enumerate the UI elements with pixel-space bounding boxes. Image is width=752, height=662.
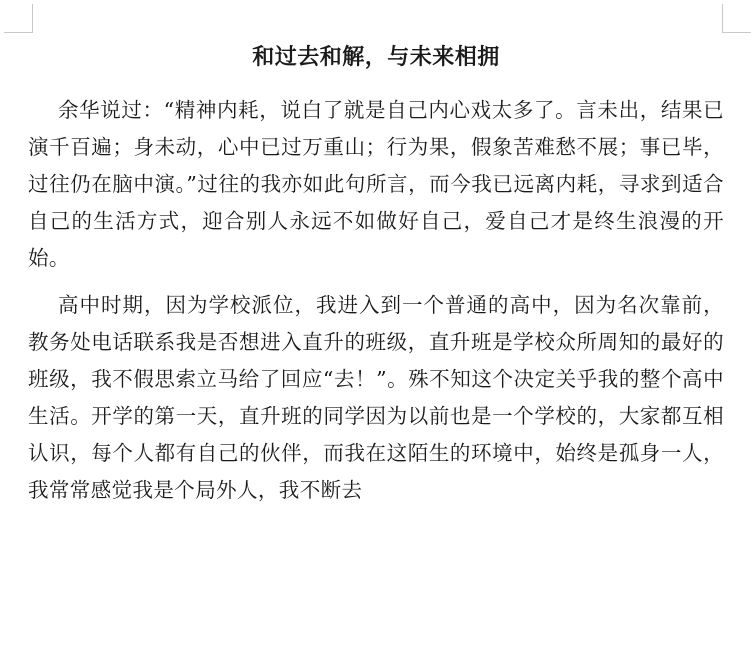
crop-mark-top-right <box>722 4 751 33</box>
paragraph: 高中时期，因为学校派位，我进入到一个普通的高中，因为名次靠前，教务处电话联系我是否想进入直升的班级，直升班是学校众所周知的最好的班级，我不假思索立马给了回应“去！”。殊不知这个决定关乎我的整个高中生活。开学的第一天，直升班的同学因为以前也是一个学校的，大家都互相认识，每个人都有自己的伙伴，而我在这陌生的环境中，始终是孤身一人，我常常感觉我是个局外人，我不断去 <box>28 293 724 502</box>
document-body <box>28 92 724 519</box>
document-title: 和过去和解，与未来相拥 <box>252 44 500 70</box>
paragraph: 余华说过：“精神内耗，说白了就是自己内心戏太多了。言未出，结果已演千百遍；身未动，心中已过万重山；行为果，假象苦难愁不展；事已毕，过往仍在脑中演。”过往的我亦如此句所言，而今我已远离内耗，寻求到适合自己的生活方式，迎合别人永远不如做好自己，爱自己才是终生浪漫的开始。 <box>28 98 724 270</box>
crop-mark-top-left <box>4 4 33 33</box>
